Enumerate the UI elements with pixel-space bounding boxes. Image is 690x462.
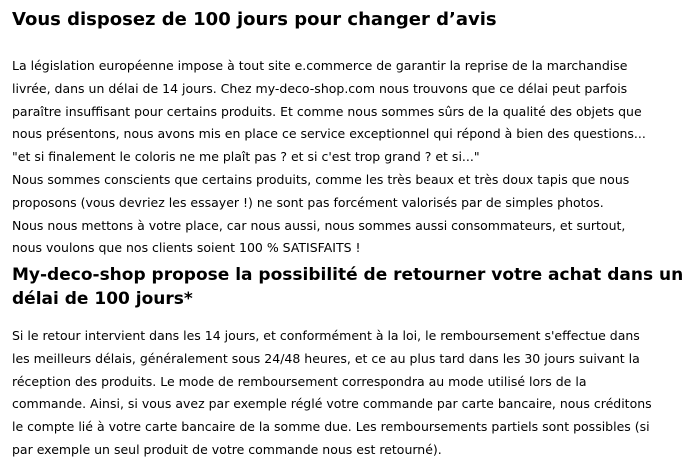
section-2-title bbox=[12, 263, 684, 311]
section-2-title-line: délai de 100 jours* bbox=[12, 289, 193, 309]
section-1-paragraph bbox=[12, 55, 646, 260]
paragraph-line: proposons (vous devriez les essayer !) ne sont pas forcément valorisés par de simples photos. bbox=[12, 194, 604, 210]
paragraph-line: par exemple un seul produit de votre commande nous est retourné). bbox=[12, 441, 442, 457]
paragraph-line: "et si finalement le coloris ne me plaît pas ? et si c'est trop grand ? et si..." bbox=[12, 149, 480, 165]
paragraph-line: nous voulons que nos clients soient 100 % SATISFAITS ! bbox=[12, 240, 361, 256]
paragraph-line: le compte lié à votre carte bancaire de la somme due. Les remboursements partiels sont possibles (si bbox=[12, 419, 650, 435]
paragraph-line: réception des produits. Le mode de remboursement correspondra au mode utilisé lors de la bbox=[12, 373, 587, 389]
paragraph-line: commande. Ainsi, si vous avez par exemple réglé votre commande par carte bancaire, nous créditons bbox=[12, 396, 652, 412]
paragraph-line: Si le retour intervient dans les 14 jours, et conformément à la loi, le remboursement s'effectue dans bbox=[12, 328, 640, 343]
paragraph-line: les meilleurs délais, généralement sous 24/48 heures, et ce au plus tard dans les 30 jours suivant la bbox=[12, 350, 640, 366]
paragraph-line: nous présentons, nous avons mis en place ce service exceptionnel qui répond à bien des questions... bbox=[12, 126, 646, 142]
section-2-paragraph bbox=[12, 325, 652, 462]
paragraph-line: Nous nous mettons à votre place, car nous aussi, nous sommes aussi consommateurs, et surtout, bbox=[12, 217, 626, 233]
paragraph-line: livrée, dans un délai de 14 jours. Chez my-deco-shop.com nous trouvons que ce délai peut parfois bbox=[12, 80, 628, 96]
section-1-title: Vous disposez de 100 jours pour changer d’avis bbox=[12, 9, 497, 30]
paragraph-line: La législation européenne impose à tout site e.commerce de garantir la reprise de la marchandise bbox=[12, 58, 628, 73]
section-2-title-line: My-deco-shop propose la possibilité de retourner votre achat dans un bbox=[12, 265, 684, 285]
paragraph-line: Nous sommes conscients que certains produits, comme les très beaux et très doux tapis que nous bbox=[12, 171, 630, 187]
paragraph-line: paraître insuffisant pour certains produits. Et comme nous sommes sûrs de la qualité des objets que bbox=[12, 103, 642, 119]
